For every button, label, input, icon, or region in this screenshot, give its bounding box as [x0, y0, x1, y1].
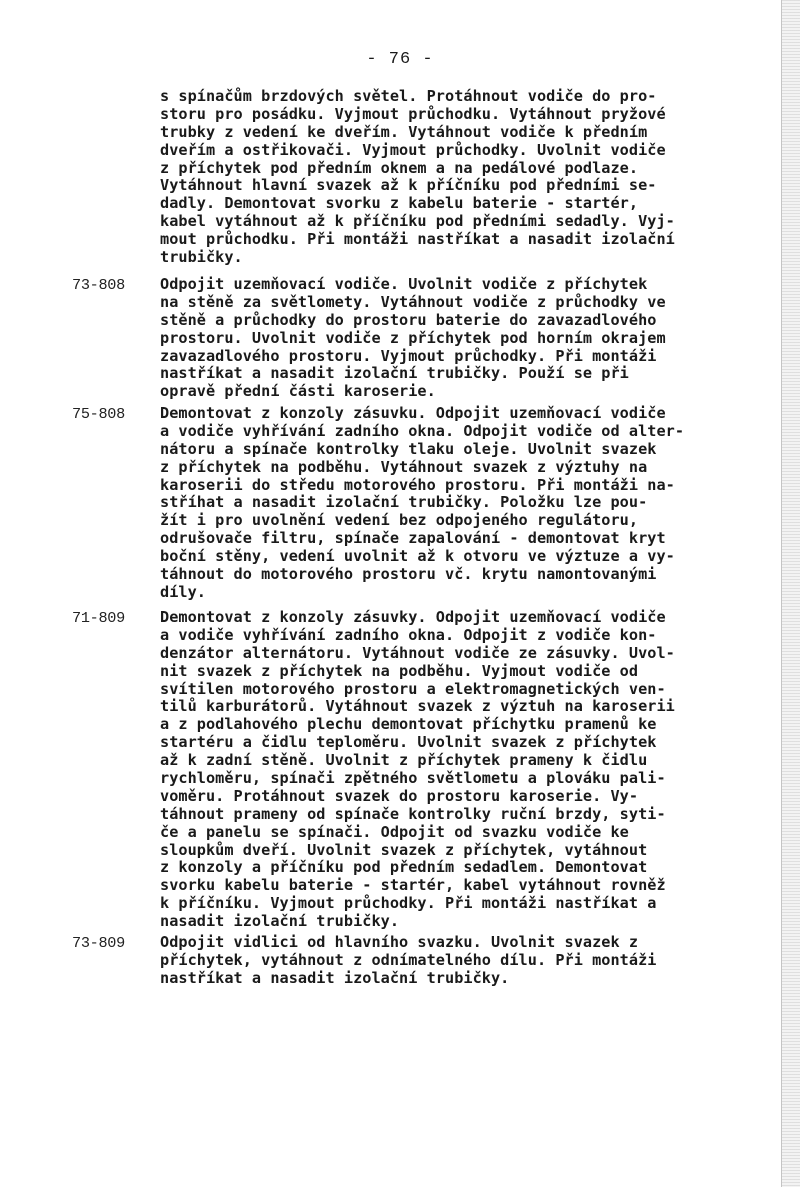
text-line: a vodiče vyhřívání zadního okna. Odpojit z vodiče kon- [160, 625, 657, 644]
text-line: a vodiče vyhřívání zadního okna. Odpojit vodiče od alter- [160, 421, 685, 440]
text-line: a z podlahového plechu demontovat příchytku pramenů ke [160, 715, 657, 734]
text-line: svítilen motorového prostoru a elektromagnetických ven- [160, 679, 666, 698]
entry-code: 71-809 [72, 609, 125, 627]
text-line: nasadit izolační trubičky. [160, 912, 400, 931]
text-line: Demontovat z konzoly zásuvku. Odpojit uzemňovací vodiče [160, 404, 666, 422]
text-line: Odpojit uzemňovací vodiče. Uvolnit vodiče z příchytek [160, 275, 648, 293]
text-line: s spínačům brzdových světel. Protáhnout vodiče do pro- [160, 87, 657, 105]
entry-text [160, 405, 770, 602]
text-line: nastříkat a nasadit izolační trubičky. Použí se při [160, 364, 629, 383]
text-line: prostoru. Uvolnit vodiče z příchytek pod horním okrajem [160, 328, 666, 347]
text-line: příchytek, vytáhnout z odnímatelného dílu. Při montáži [160, 950, 657, 969]
text-line: nastříkat a nasadit izolační trubičky. [160, 968, 510, 987]
text-line: odrušovače filtru, spínače zapalování - demontovat kryt [160, 529, 666, 548]
text-line: žít i pro uvolnění vedení bez odpojeného regulátoru, [160, 511, 639, 530]
entry-text [160, 934, 770, 988]
text-line: díly. [160, 582, 206, 601]
text-line: až k zadní stěně. Uvolnit z příchytek prameny k čidlu [160, 751, 648, 770]
text-line: k příčníku. Vyjmout průchodky. Při montáži nastříkat a [160, 894, 657, 913]
text-line: Demontovat z konzoly zásuvky. Odpojit uzemňovací vodiče [160, 608, 666, 626]
entry-code: 75-808 [72, 405, 125, 423]
text-line: startéru a čidlu teploměru. Uvolnit svazek z příchytek [160, 733, 657, 752]
text-line: denzátor alternátoru. Vytáhnout vodiče ze zásuvky. Uvol- [160, 643, 675, 662]
text-line: tilů karburátorů. Vytáhnout svazek z výztuh na karoserii [160, 697, 675, 716]
text-line: z příchytek na podběhu. Vytáhnout svazek z výztuhy na [160, 457, 648, 476]
text-line: z konzoly a příčníku pod předním sedadlem. Demontovat [160, 858, 648, 877]
text-line: táhnout do motorového prostoru vč. krytu namontovanými [160, 565, 657, 584]
entry-code: 73-808 [72, 276, 125, 294]
text-line: storu pro posádku. Vyjmout průchodku. Vytáhnout pryžové [160, 104, 666, 123]
text-line: na stěně za světlomety. Vytáhnout vodiče z průchodky ve [160, 292, 666, 311]
entry-code: 73-809 [72, 934, 125, 952]
text-line: stěně a průchodky do prostoru baterie do zavazadlového [160, 310, 657, 329]
text-line: Vytáhnout hlavní svazek až k příčníku pod předními se- [160, 176, 657, 195]
text-line: nit svazek z příchytek na podběhu. Vyjmout vodiče od [160, 661, 639, 680]
text-line: rychloměru, spínači zpětného světlometu a plováku pali- [160, 769, 666, 788]
text-line: táhnout prameny od spínače kontrolky ruční brzdy, syti- [160, 804, 666, 823]
entry-text [160, 276, 770, 401]
text-line: zavazadlového prostoru. Vyjmout průchodky. Při montáži [160, 346, 657, 365]
text-line: svorku kabelu baterie - startér, kabel vytáhnout rovněž [160, 876, 666, 895]
text-line: karoserii do středu motorového prostoru. Při montáži na- [160, 475, 675, 494]
text-line: z příchytek pod předním oknem a na pedálové podlaze. [160, 158, 639, 177]
text-line: dveřím a ostřikovači. Vyjmout průchodky. Uvolnit vodiče [160, 140, 666, 159]
text-line: boční stěny, vedení uvolnit až k otvoru ve výztuze a vy- [160, 547, 675, 566]
text-line: kabel vytáhnout až k příčníku pod předními sedadly. Vyj- [160, 212, 675, 231]
text-line: stříhat a nasadit izolační trubičky. Položku lze pou- [160, 493, 648, 512]
text-line: trubičky. [160, 248, 243, 267]
text-line: nátoru a spínače kontrolky tlaku oleje. Uvolnit svazek [160, 439, 657, 458]
page-number: - 76 - [366, 50, 434, 69]
text-line: mout průchodku. Při montáži nastříkat a nasadit izolační [160, 230, 675, 249]
entry-text [160, 609, 770, 931]
intro-paragraph [160, 88, 770, 267]
text-line: sloupkům dveří. Uvolnit svazek z příchytek, vytáhnout [160, 840, 648, 859]
text-line: opravě přední části karoserie. [160, 382, 436, 401]
text-line: voměru. Protáhnout svazek do prostoru karoserie. Vy- [160, 786, 639, 805]
text-line: dadly. Demontovat svorku z kabelu baterie - startér, [160, 194, 639, 213]
text-line: trubky z vedení ke dveřím. Vytáhnout vodiče k předním [160, 122, 648, 141]
scan-edge-strip [782, 0, 800, 1187]
text-line: če a panelu se spínači. Odpojit od svazku vodiče ke [160, 822, 629, 841]
text-line: Odpojit vidlici od hlavního svazku. Uvolnit svazek z [160, 933, 639, 951]
